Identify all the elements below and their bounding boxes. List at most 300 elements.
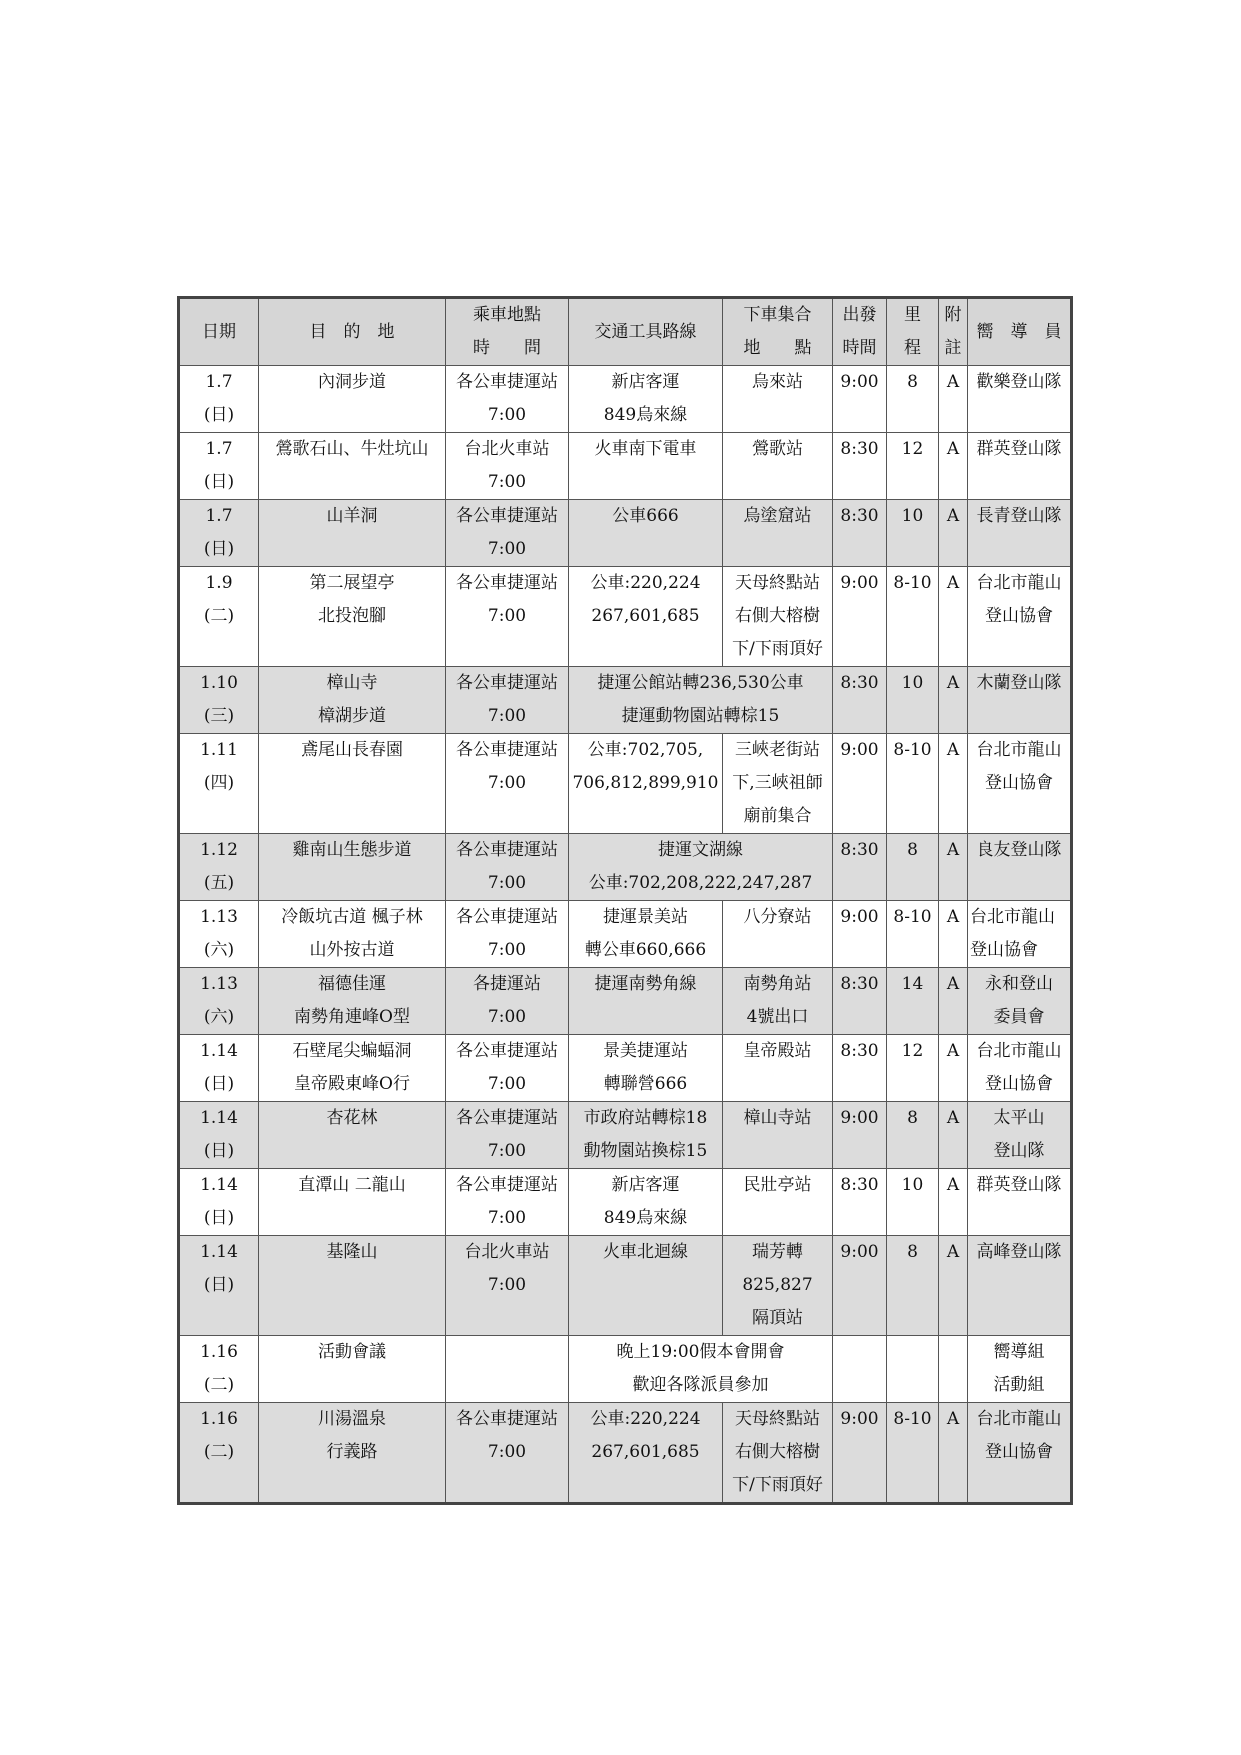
cell-destination-line: 杏花林 <box>326 1108 378 1128</box>
cell-boarding-line: 各公車捷運站 <box>456 1041 558 1061</box>
cell-departure: 8:30 <box>833 500 887 567</box>
cell-leader-line: 永和登山 <box>985 974 1053 994</box>
cell-leader <box>968 734 1072 834</box>
cell-date <box>179 901 259 968</box>
cell-leader-line: 活動組 <box>993 1375 1045 1395</box>
cell-meeting-line: 樟山寺站 <box>743 1108 812 1128</box>
cell-distance: 14 <box>887 968 939 1035</box>
cell-note: A <box>939 1035 968 1102</box>
cell-transport <box>569 734 723 834</box>
cell-leader-line: 長青登山隊 <box>976 506 1062 526</box>
cell-boarding-line: 各捷運站 <box>473 974 541 994</box>
cell-distance: 10 <box>887 500 939 567</box>
cell-meeting <box>723 1403 833 1504</box>
cell-boarding <box>446 667 569 734</box>
cell-destination <box>259 500 446 567</box>
header-departure: 出發 時間 <box>833 298 887 366</box>
cell-destination-line: 直潭山 二龍山 <box>298 1175 406 1195</box>
cell-meeting-line: 鶯歌站 <box>752 439 803 459</box>
cell-departure: 8:30 <box>833 667 887 734</box>
cell-destination-line: 川湯溫泉 <box>318 1409 386 1429</box>
table-header <box>179 298 1072 366</box>
cell-transport <box>569 1169 723 1236</box>
cell-leader <box>968 834 1072 901</box>
cell-note: A <box>939 500 968 567</box>
cell-destination <box>259 1035 446 1102</box>
cell-boarding <box>446 1035 569 1102</box>
cell-leader <box>968 500 1072 567</box>
cell-destination-line: 鶯歌石山、牛灶坑山 <box>275 439 429 459</box>
cell-date-line: (日) <box>203 539 235 559</box>
cell-leader-line: 登山協會 <box>985 1074 1053 1094</box>
cell-date <box>179 567 259 667</box>
cell-destination-line: 內洞步道 <box>318 372 386 392</box>
table-row <box>179 667 1072 734</box>
cell-transport-line: 捷運文湖線 <box>658 840 743 860</box>
cell-note: A <box>939 433 968 500</box>
cell-meeting-line: 南勢角站 <box>743 974 812 994</box>
cell-boarding-line: 各公車捷運站 <box>456 1108 558 1128</box>
cell-transport <box>569 567 723 667</box>
cell-transport-line: 火車南下電車 <box>594 439 697 459</box>
table-row <box>179 1035 1072 1102</box>
cell-distance <box>887 1336 939 1403</box>
cell-meeting <box>723 500 833 567</box>
cell-meeting <box>723 366 833 433</box>
header-leader: 嚮 導 員 <box>968 298 1072 366</box>
cell-leader-line: 嚮導組 <box>993 1342 1045 1362</box>
table-row <box>179 1102 1072 1169</box>
cell-meeting <box>723 1236 833 1336</box>
cell-boarding <box>446 901 569 968</box>
cell-leader-line: 台北市龍山 <box>976 1041 1062 1061</box>
cell-leader-line: 登山協會 <box>970 940 1038 960</box>
cell-departure: 8:30 <box>833 1035 887 1102</box>
cell-destination <box>259 1403 446 1504</box>
cell-leader <box>968 1102 1072 1169</box>
cell-meeting-line: 右側大榕樹 <box>735 1442 820 1462</box>
cell-date-line: 1.14 <box>200 1041 238 1061</box>
cell-destination-line: 山外按古道 <box>309 940 395 960</box>
cell-departure: 9:00 <box>833 901 887 968</box>
cell-meeting <box>723 1102 833 1169</box>
cell-distance: 10 <box>887 667 939 734</box>
cell-transport-line: 新店客運 <box>611 1175 680 1195</box>
cell-leader-line: 登山協會 <box>985 1442 1053 1462</box>
cell-boarding-line: 各公車捷運站 <box>456 573 558 593</box>
header-destination: 目 的 地 <box>259 298 446 366</box>
header-row <box>179 298 1072 366</box>
cell-boarding <box>446 567 569 667</box>
cell-departure: 9:00 <box>833 1236 887 1336</box>
cell-note <box>939 1336 968 1403</box>
cell-distance: 8 <box>887 1102 939 1169</box>
cell-distance: 8-10 <box>887 1403 939 1504</box>
cell-meeting-line: 天母終點站 <box>735 1409 820 1429</box>
cell-destination-line: 山羊洞 <box>326 506 378 526</box>
cell-destination-line: 雞南山生態步道 <box>292 840 412 860</box>
cell-date-line: (日) <box>203 1208 235 1228</box>
cell-transport-line: 歡迎各隊派員參加 <box>632 1375 769 1395</box>
cell-meeting <box>723 1035 833 1102</box>
cell-transport-line: 轉聯營666 <box>603 1074 688 1094</box>
cell-transport <box>569 366 723 433</box>
cell-date-line: 1.16 <box>200 1342 238 1362</box>
cell-meeting <box>723 567 833 667</box>
cell-transport <box>569 433 723 500</box>
cell-transport-line: 706,812,899,910 <box>572 773 719 793</box>
cell-meeting-line: 下/下雨頂好 <box>732 1475 823 1495</box>
cell-destination <box>259 1102 446 1169</box>
cell-leader <box>968 433 1072 500</box>
cell-transport <box>569 1102 723 1169</box>
cell-destination-line: 第二展望亭 <box>309 573 395 593</box>
cell-destination <box>259 567 446 667</box>
cell-transport-line: 849烏來線 <box>603 1208 688 1228</box>
cell-transport-line: 市政府站轉棕18 <box>583 1108 708 1128</box>
cell-leader-line: 高峰登山隊 <box>976 1242 1062 1262</box>
cell-destination-line: 樟山寺 <box>326 673 378 693</box>
cell-meeting-line: 4號出口 <box>746 1007 809 1027</box>
cell-transport-line: 捷運南勢角線 <box>594 974 697 994</box>
header-date: 日期 <box>179 298 259 366</box>
table-row <box>179 734 1072 834</box>
cell-meeting-line: 右側大榕樹 <box>735 606 820 626</box>
cell-boarding-line: 7:00 <box>487 606 527 626</box>
cell-boarding-line: 各公車捷運站 <box>456 673 558 693</box>
cell-boarding-line: 7:00 <box>487 1074 527 1094</box>
cell-boarding-line: 各公車捷運站 <box>456 372 558 392</box>
table-row <box>179 1403 1072 1504</box>
cell-transport <box>569 834 833 901</box>
cell-destination <box>259 366 446 433</box>
cell-date-line: 1.14 <box>200 1242 238 1262</box>
cell-boarding-line: 各公車捷運站 <box>456 506 558 526</box>
cell-departure: 9:00 <box>833 366 887 433</box>
cell-boarding <box>446 1336 569 1403</box>
cell-date-line: (三) <box>203 706 235 726</box>
cell-transport-line: 捷運動物園站轉棕15 <box>621 706 780 726</box>
cell-leader <box>968 667 1072 734</box>
cell-boarding-line: 7:00 <box>487 1007 527 1027</box>
cell-transport-line: 公車:702,705, <box>587 740 704 760</box>
cell-meeting-line: 825,827 <box>742 1275 813 1295</box>
cell-leader-line: 委員會 <box>993 1007 1045 1027</box>
cell-date-line: (日) <box>203 1141 235 1161</box>
cell-meeting-line: 三峽老街站 <box>735 740 820 760</box>
cell-date-line: (日) <box>203 1074 235 1094</box>
cell-transport <box>569 1336 833 1403</box>
cell-departure: 8:30 <box>833 968 887 1035</box>
cell-leader-line: 台北市龍山 <box>976 1409 1062 1429</box>
cell-boarding <box>446 1169 569 1236</box>
cell-date-line: 1.13 <box>200 974 238 994</box>
cell-date <box>179 734 259 834</box>
header-meeting: 下車集合 地 點 <box>723 298 833 366</box>
cell-destination-line: 樟湖步道 <box>318 706 386 726</box>
cell-destination-line: 行義路 <box>326 1442 378 1462</box>
cell-date-line: (五) <box>203 873 235 893</box>
cell-note: A <box>939 1403 968 1504</box>
cell-date-line: 1.11 <box>200 740 238 760</box>
cell-destination-line: 石壁尾尖蝙蝠洞 <box>292 1041 412 1061</box>
cell-leader <box>968 1169 1072 1236</box>
cell-boarding-line: 台北火車站 <box>464 1242 550 1262</box>
cell-boarding-line: 7:00 <box>487 1275 527 1295</box>
cell-boarding <box>446 1403 569 1504</box>
cell-date <box>179 500 259 567</box>
cell-boarding-line: 7:00 <box>487 706 527 726</box>
cell-leader-line: 台北市龍山 <box>970 907 1055 927</box>
cell-departure: 8:30 <box>833 834 887 901</box>
cell-boarding <box>446 366 569 433</box>
cell-note: A <box>939 1169 968 1236</box>
cell-destination <box>259 734 446 834</box>
cell-date-line: 1.16 <box>200 1409 238 1429</box>
cell-destination-line: 鳶尾山長春園 <box>301 740 403 760</box>
cell-boarding-line: 各公車捷運站 <box>456 1175 558 1195</box>
cell-boarding-line: 7:00 <box>487 773 527 793</box>
cell-transport <box>569 1035 723 1102</box>
cell-note: A <box>939 567 968 667</box>
cell-meeting-line: 皇帝殿站 <box>743 1041 812 1061</box>
cell-date-line: 1.13 <box>200 907 238 927</box>
cell-date-line: (六) <box>203 940 235 960</box>
cell-departure: 8:30 <box>833 1169 887 1236</box>
cell-boarding <box>446 1236 569 1336</box>
cell-distance: 12 <box>887 1035 939 1102</box>
header-transport: 交通工具路線 <box>569 298 723 366</box>
table-row <box>179 1236 1072 1336</box>
cell-date-line: (日) <box>203 405 235 425</box>
cell-destination <box>259 901 446 968</box>
cell-boarding-line: 各公車捷運站 <box>456 907 558 927</box>
cell-date <box>179 433 259 500</box>
cell-leader-line: 群英登山隊 <box>976 1175 1062 1195</box>
cell-leader-line: 台北市龍山 <box>976 573 1062 593</box>
cell-date <box>179 1035 259 1102</box>
cell-distance: 8-10 <box>887 734 939 834</box>
cell-transport <box>569 667 833 734</box>
cell-date <box>179 834 259 901</box>
cell-boarding-line: 7:00 <box>487 539 527 559</box>
cell-boarding-line: 7:00 <box>487 940 527 960</box>
cell-leader <box>968 1035 1072 1102</box>
cell-leader <box>968 968 1072 1035</box>
cell-meeting-line: 廟前集合 <box>743 806 812 826</box>
cell-date-line: 1.12 <box>200 840 238 860</box>
cell-departure <box>833 1336 887 1403</box>
cell-date-line: (二) <box>203 1375 235 1395</box>
cell-transport-line: 火車北迴線 <box>603 1242 688 1262</box>
cell-meeting <box>723 901 833 968</box>
cell-destination-line: 皇帝殿東峰O行 <box>294 1074 410 1094</box>
table-row <box>179 366 1072 433</box>
cell-date-line: (日) <box>203 1275 235 1295</box>
cell-boarding <box>446 734 569 834</box>
cell-leader <box>968 1336 1072 1403</box>
cell-leader-line: 良友登山隊 <box>976 840 1062 860</box>
cell-destination <box>259 667 446 734</box>
cell-boarding <box>446 1102 569 1169</box>
cell-date <box>179 1403 259 1504</box>
cell-date <box>179 1102 259 1169</box>
cell-date <box>179 1236 259 1336</box>
cell-boarding-line: 各公車捷運站 <box>456 1409 558 1429</box>
cell-transport-line: 新店客運 <box>611 372 680 392</box>
cell-destination-line: 北投泡腳 <box>318 606 386 626</box>
cell-leader-line: 歡樂登山隊 <box>976 372 1062 392</box>
cell-transport <box>569 968 723 1035</box>
cell-boarding <box>446 500 569 567</box>
header-note: 附 註 <box>939 298 968 366</box>
cell-transport-line: 849烏來線 <box>603 405 688 425</box>
cell-distance: 12 <box>887 433 939 500</box>
cell-note: A <box>939 901 968 968</box>
cell-transport-line: 公車:702,208,222,247,287 <box>588 873 813 893</box>
cell-date-line: (六) <box>203 1007 235 1027</box>
cell-meeting-line: 瑞芳轉 <box>752 1242 803 1262</box>
table-body <box>179 366 1072 1504</box>
cell-meeting-line: 下,三峽祖師 <box>732 773 823 793</box>
cell-boarding <box>446 968 569 1035</box>
schedule-table <box>177 296 1073 1505</box>
cell-destination <box>259 1169 446 1236</box>
cell-transport <box>569 500 723 567</box>
cell-destination <box>259 433 446 500</box>
table-row <box>179 500 1072 567</box>
table-row <box>179 901 1072 968</box>
cell-transport-line: 公車666 <box>612 506 679 526</box>
cell-destination <box>259 834 446 901</box>
table-row <box>179 1336 1072 1403</box>
cell-transport-line: 267,601,685 <box>591 606 700 626</box>
cell-departure: 9:00 <box>833 1403 887 1504</box>
cell-destination-line: 活動會議 <box>318 1342 386 1362</box>
cell-destination-line: 冷飯坑古道 楓子林 <box>281 907 423 927</box>
cell-boarding-line: 7:00 <box>487 472 527 492</box>
cell-destination <box>259 1336 446 1403</box>
cell-meeting-line: 天母終點站 <box>735 573 820 593</box>
cell-meeting <box>723 968 833 1035</box>
cell-date <box>179 968 259 1035</box>
table-row <box>179 834 1072 901</box>
cell-meeting-line: 烏塗窟站 <box>743 506 812 526</box>
cell-boarding-line: 各公車捷運站 <box>456 840 558 860</box>
cell-transport-line: 捷運景美站 <box>603 907 688 927</box>
cell-date-line: 1.14 <box>200 1108 238 1128</box>
cell-date-line: 1.9 <box>205 573 233 593</box>
cell-departure: 9:00 <box>833 1102 887 1169</box>
cell-boarding <box>446 834 569 901</box>
cell-meeting <box>723 433 833 500</box>
cell-transport-line: 轉公車660,666 <box>584 940 707 960</box>
table-row <box>179 433 1072 500</box>
cell-leader <box>968 567 1072 667</box>
cell-boarding-line: 7:00 <box>487 1141 527 1161</box>
cell-transport <box>569 1403 723 1504</box>
cell-boarding-line: 7:00 <box>487 873 527 893</box>
header-distance: 里 程 <box>887 298 939 366</box>
cell-departure: 9:00 <box>833 734 887 834</box>
cell-transport <box>569 901 723 968</box>
cell-leader-line: 登山協會 <box>985 606 1053 626</box>
cell-destination-line: 福德佳運 <box>318 974 386 994</box>
cell-transport-line: 景美捷運站 <box>603 1041 688 1061</box>
cell-leader <box>968 1403 1072 1504</box>
cell-date <box>179 667 259 734</box>
header-boarding: 乘車地點 時 問 <box>446 298 569 366</box>
cell-leader <box>968 366 1072 433</box>
cell-note: A <box>939 834 968 901</box>
cell-boarding <box>446 433 569 500</box>
cell-note: A <box>939 968 968 1035</box>
cell-transport-line: 動物園站換棕15 <box>583 1141 708 1161</box>
cell-date <box>179 366 259 433</box>
cell-departure: 8:30 <box>833 433 887 500</box>
cell-date <box>179 1336 259 1403</box>
cell-note: A <box>939 667 968 734</box>
cell-date <box>179 1169 259 1236</box>
cell-note: A <box>939 366 968 433</box>
cell-date-line: 1.10 <box>200 673 238 693</box>
cell-transport-line: 267,601,685 <box>591 1442 700 1462</box>
cell-leader-line: 群英登山隊 <box>976 439 1062 459</box>
cell-boarding-line: 7:00 <box>487 1442 527 1462</box>
cell-note: A <box>939 1236 968 1336</box>
cell-meeting-line: 民壯亭站 <box>743 1175 812 1195</box>
cell-leader <box>968 1236 1072 1336</box>
cell-date-line: 1.14 <box>200 1175 238 1195</box>
cell-transport <box>569 1236 723 1336</box>
cell-leader <box>968 901 1072 968</box>
cell-meeting <box>723 1169 833 1236</box>
cell-meeting-line: 烏來站 <box>752 372 803 392</box>
cell-meeting-line: 八分寮站 <box>743 907 812 927</box>
cell-note: A <box>939 1102 968 1169</box>
cell-distance: 8-10 <box>887 901 939 968</box>
cell-destination-line: 基隆山 <box>326 1242 378 1262</box>
cell-leader-line: 登山隊 <box>993 1141 1045 1161</box>
cell-distance: 10 <box>887 1169 939 1236</box>
cell-date-line: (二) <box>203 1442 235 1462</box>
cell-distance: 8 <box>887 366 939 433</box>
table-row <box>179 1169 1072 1236</box>
cell-note: A <box>939 734 968 834</box>
cell-distance: 8-10 <box>887 567 939 667</box>
cell-date-line: (二) <box>203 606 235 626</box>
cell-leader-line: 太平山 <box>993 1108 1045 1128</box>
cell-date-line: 1.7 <box>205 372 233 392</box>
cell-date-line: (日) <box>203 472 235 492</box>
cell-transport-line: 捷運公館站轉236,530公車 <box>597 673 804 693</box>
cell-meeting <box>723 734 833 834</box>
cell-date-line: (四) <box>203 773 235 793</box>
cell-transport-line: 公車:220,224 <box>590 573 701 593</box>
cell-date-line: 1.7 <box>205 506 233 526</box>
cell-transport-line: 公車:220,224 <box>590 1409 701 1429</box>
cell-distance: 8 <box>887 834 939 901</box>
cell-destination <box>259 968 446 1035</box>
cell-leader-line: 木蘭登山隊 <box>976 673 1062 693</box>
table-row <box>179 968 1072 1035</box>
cell-departure: 9:00 <box>833 567 887 667</box>
cell-boarding-line: 各公車捷運站 <box>456 740 558 760</box>
cell-distance: 8 <box>887 1236 939 1336</box>
cell-destination-line: 南勢角連峰O型 <box>294 1007 410 1027</box>
cell-boarding-line: 7:00 <box>487 1208 527 1228</box>
cell-meeting-line: 下/下雨頂好 <box>732 639 823 659</box>
